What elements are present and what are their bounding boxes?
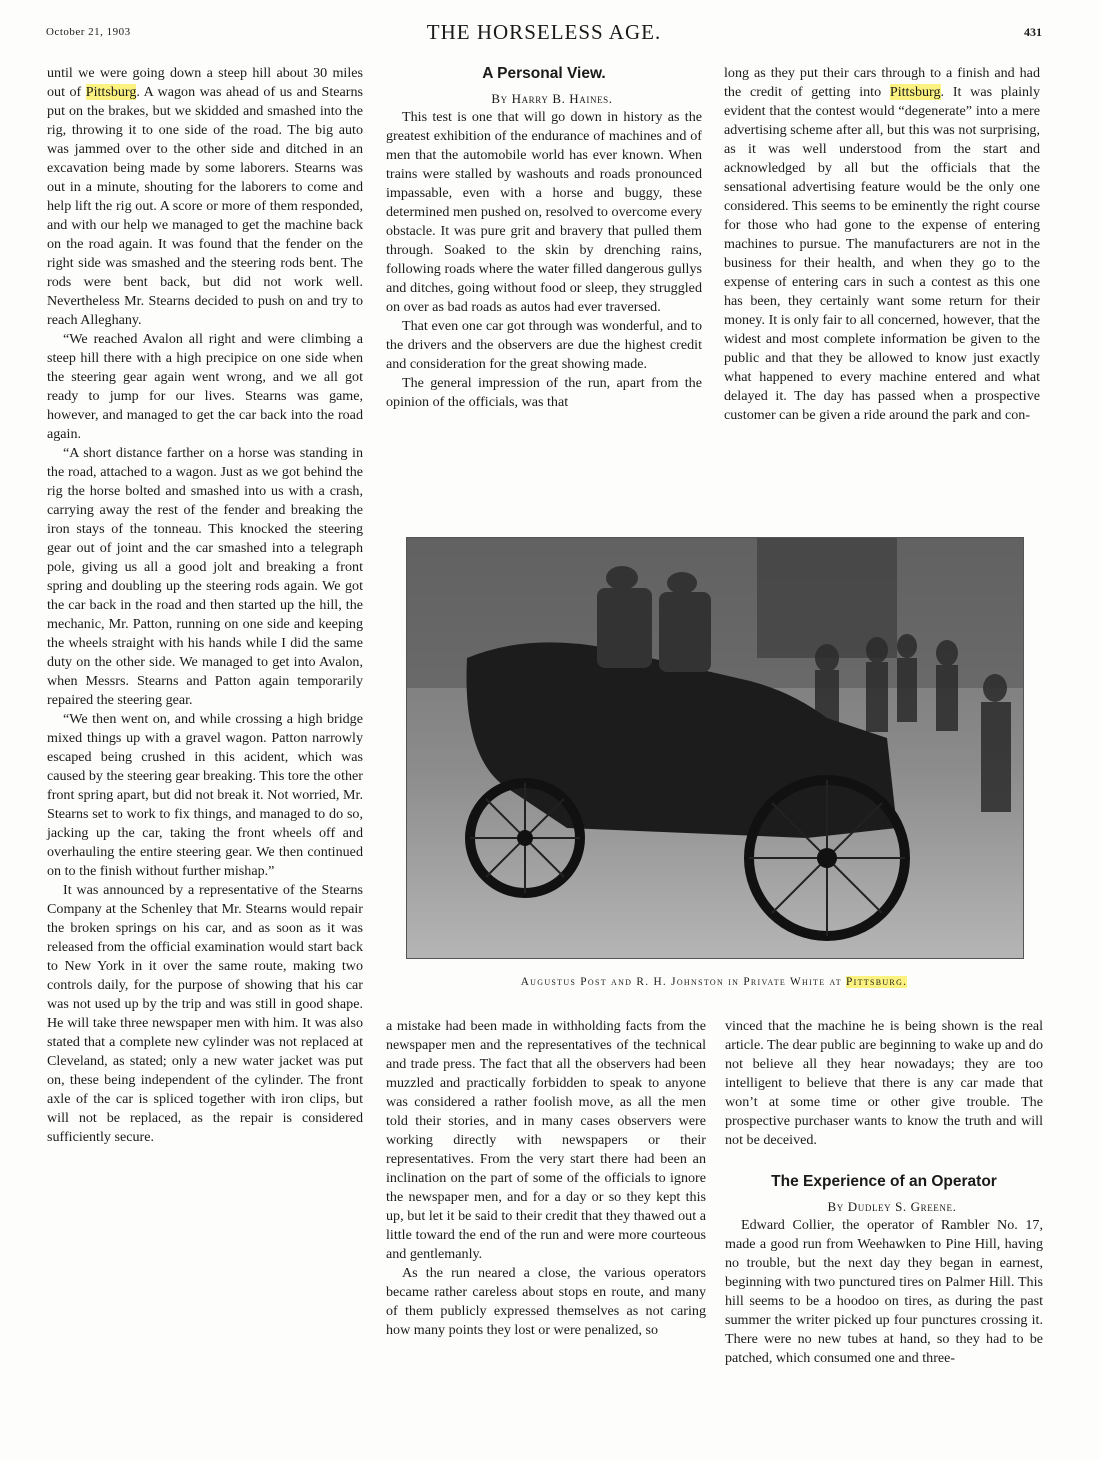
paragraph: vinced that the machine he is being shown is the real article. The dear public are beginning to wake up and do not believe all they hear nowadays; they are too intelligent to believe that there is any car made that won’t at some time or other give trouble. The prospective purchaser wants to know the truth and will not be deceived. (725, 1018, 1043, 1148)
byline: By Harry B. Haines. (491, 91, 613, 106)
paragraph: “We reached Avalon all right and were climbing a steep hill there with a high precipice on one side when the steering gear again went wrong, and we all got ready to jump for our lives. Stearns was game, however, and managed to get the car back into the road again. (47, 331, 363, 442)
highlight-pittsburg: Pittsburg (889, 84, 941, 100)
paragraph: a mistake had been made in withholding facts from the newspaper men and the representatives of the technical and trade press. The fact that all the observers had been muzzled and practically forbidden to speak to anyone was considered a rather foolish move, as all the men told their stories, and in many cases observers were working directly with newspapers or their representatives. From the very start there had been an inclination on the part of some of the officials to ignore the newspaper men, and for a day or so they kept this up, but let it be said to their credit that they thawed out a little toward the end of the run and were more courteous and gentlemanly. (386, 1018, 706, 1262)
highlight-pittsburg: Pittsburg. (846, 976, 908, 988)
paragraph: It was announced by a representative of the Stearns Company at the Schenley that Mr. Stearns would repair the broken springs on his car, and as soon as it was released from the official examination would start back to New York in it over the same route, making two controls daily, for the purpose of showing that his car was not used up by the trip and was still in good shape. He will take three newspaper men with him. It was also stated that a complete new cylinder was not replaced at Cleveland, as stated; only a new water jacket was put on, these being independent of the cylinder. The front axle of the car is spliced together with iron clips, but will not be replaced, as the repair is considered sufficiently secure. (47, 882, 363, 1145)
left-column (47, 64, 363, 1147)
figure-caption: Augustus Post and R. H. Johnston in Private White at Pittsburg. (520, 976, 908, 988)
paragraph: long as they put their cars through to a finish and had the credit of getting into Pittsburg. It was plainly evident that the contest would “degenerate” into a mere advertising scheme after all, but this was not surprising, as it was well understood from the start and acknowledged by all but the officials that the sensational advertising feature would be the only one considered. This seems to be eminently the right course for those who had gone to the expense of entering machines to pursue. The manufacturers are not in the business for their health, and when they go to the expense of entering cars in such a contest as this one has been, they certainly want some return for their money. It is only fair to all concerned, however, that the widest and most complete information be given to the public and that they be allowed to know just exactly what happened to every machine entered and what delayed it. The day has passed when a prospective customer can be given a ride around the park and con- (724, 65, 1041, 423)
page-header (46, 20, 1042, 46)
paragraph: This test is one that will go down in history as the greatest exhibition of the endurance of machines and of men that the automobile world has ever known. When trains were stalled by washouts and roads pronounced impassable, even with a horse and buggy, these determined men pushed on, resolved to overcome every obstacle. It was pure grit and bravery that pulled them through. Soaked to the skin by drenching rains, following roads where the water filled dangerous gullys and ditches, going without food or sleep, they struggled on over as bad roads as autos had ever traversed. (386, 109, 702, 315)
photo-illustration (407, 538, 1023, 958)
paragraph: The general impression of the run, apart from the opinion of the officials, was that (386, 375, 702, 410)
right-column-bottom (725, 1017, 1043, 1368)
paragraph: That even one car got through was wonderful, and to the drivers and the observers are due the highest credit and consideration for the great showing made. (386, 318, 702, 372)
page-number: 431 (1024, 25, 1042, 39)
paragraph: “A short distance farther on a horse was standing in the road, attached to a wagon. Just as we got behind the rig the horse bolted and smashed into us with a crash, carrying away the rest of the fender and breaking the iron stays of the tonneau. This knocked the steering gear out of joint and the car smashed into a telegraph pole, giving us all a good jolt and breaking a front spring and doubling up the steering rods again. We got the car back in the road and then started up the hill, the mechanic, Mr. Patton, running on one side and keeping the wheels straight with his hands while I did the same duty on the other side. We managed to get into Avalon, when Messrs. Stearns and Patton again temporarily repaired the steering gear. (47, 445, 363, 708)
paragraph: “We then went on, and while crossing a high bridge mixed things up with a gravel wagon. Patton narrowly escaped being crushed in this acident, which was caused by the steering gear breaking. This tore the other front spring apart, but did not break it. Not worried, Mr. Stearns set to work to fix things, and managed to do so, jacking up the car, taking the front wheels off and overhauling the entire steering gear. We then continued on to the finish without further mishap.” (47, 711, 363, 879)
car-photograph (406, 537, 1024, 959)
right-column-top (724, 64, 1040, 425)
issue-date: October 21, 1903 (46, 26, 131, 38)
highlight-pittsburg: Pittsburg (85, 84, 137, 100)
personal-view-article (386, 64, 702, 412)
paragraph: until we were going down a steep hill about 30 miles out of Pittsburg. A wagon was ahead of us and Stearns put on the brakes, but we skidded and smashed into the rig, throwing it to one side of the road. The big auto was jammed over to the other side and ditched in an excavation being made by some laborers. Stearns was out in a minute, shouting for the laborers to come and help lift the rig out. A score or more of them responded, and with our help we managed to get the machine back on the road again. It was found that the fender on the right side was smashed and the steering rods bent. The rods were bent back, but did not work well. Nevertheless Mr. Stearns decided to push on and try to reach Alleghany. (47, 65, 364, 328)
paragraph: As the run neared a close, the various operators became rather careless about stops en route, and many of them publicly expressed themselves as not caring how many points they lost or were penalized, so (386, 1265, 706, 1338)
publication-title: THE HORSELESS AGE. (426, 20, 662, 44)
article-title: A Personal View. (482, 65, 606, 82)
middle-column-bottom (386, 1017, 706, 1340)
paragraph: Edward Collier, the operator of Rambler No. 17, made a good run from Weehawken to Pine Hill, having no trouble, but the next day they began in earnest, beginning with two punctured tires on Palmer Hill. This hill seems to be a hoodoo on tires, as during the past summer the writer picked up four punctures crossing it. There were no new tubes at hand, so they had to be patched, which consumed one and three- (725, 1217, 1043, 1366)
byline: By Dudley S. Greene. (827, 1199, 957, 1214)
article-title: The Experience of an Operator (771, 1173, 997, 1190)
